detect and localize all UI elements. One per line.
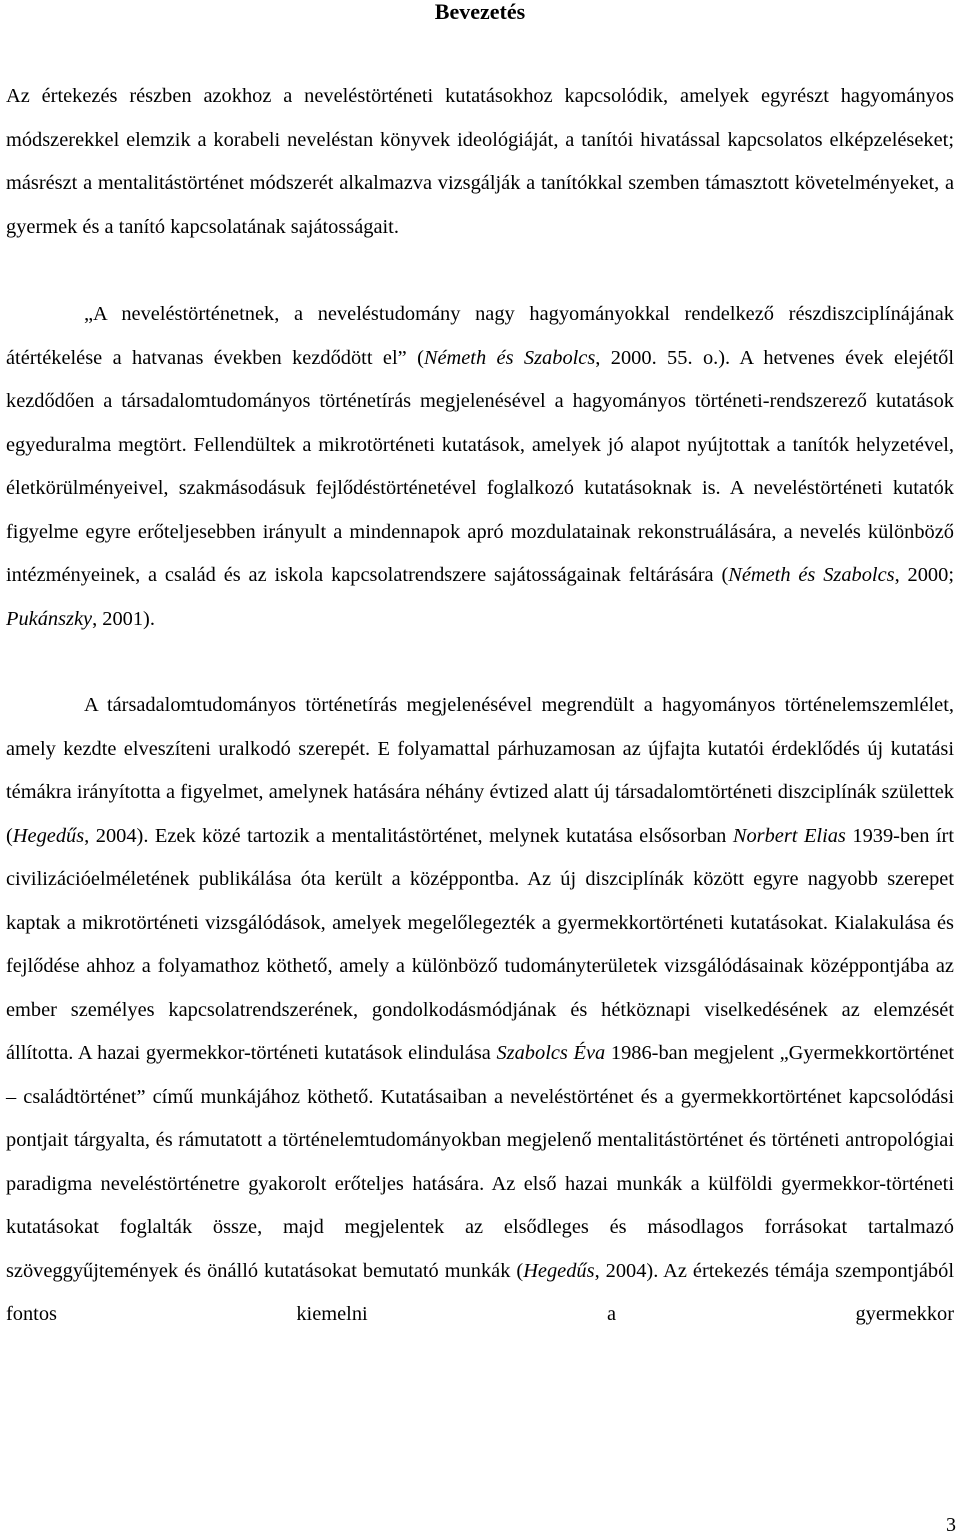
paragraph-history: [6, 293, 954, 641]
person-name: Norbert Elias: [732, 824, 846, 847]
page-number: 3: [946, 1514, 956, 1536]
citation-author: Németh és Szabolcs: [728, 564, 895, 586]
person-name: Szabolcs Éva: [496, 1042, 606, 1064]
citation-author: Pukánszky: [6, 607, 93, 630]
text-run: 1986-ban megjelent „Gyermekkortörténet – családtörténet” című munkájához köthető. Kutatásaiban a neveléstörténet és a gyermekkortörténet kapcsolódási pontjait tárgyalta, és rámutatott a történelemtudományokban megjelenő mentalitástörténet és történeti antropológiai paradigma neveléstörténetre gyakorolt erőteljes hatására. Az első hazai munkák a külföldi gyermekkor-történeti kutatásokat foglalták össze, majd megjelentek az elsődleges és másodlagos forrásokat tartalmazó szöveggyűjtemények és önálló kutatásokat bemutató munkák (: [6, 1042, 954, 1282]
text-run: A társadalomtudományos történetírás megjelenésével megrendült a hagyományos történelemszemlélet, amely kezdte elveszíteni uralkodó szerepét. E folyamattal párhuzamosan az újfajta kutatói érdeklődés új kutatási témákra irányította a figyelmet, amelynek hatására néhány évtized alatt új társadalomtörténeti diszciplínák születtek (: [6, 694, 954, 847]
citation-author: Hegedűs: [12, 824, 85, 847]
text-run: , 2004). Az értekezés témája szempontjából fontos kiemelni a gyermekkor: [6, 1259, 954, 1325]
text-run: 1939-ben írt civilizációelméletének publikálása óta került a középpontba. Az új diszciplínák között egyre nagyobb szerepet kaptak a mikrotörténeti vizsgálódások, amelyek megelőlegezték a gyermekkortörténeti kutatásokat. Kialakulása és fejlődése ahhoz a folyamathoz köthető, amely a különböző tudományterületek vizsgálódásainak középpontjába az ember személyes kapcsolatrendszerének, gondolkodásmódjának és hétköznapi viselkedésének az elemzését állította. A hazai gyermekkor-történeti kutatások elindulása: [6, 824, 955, 1064]
document-page: [6, 0, 955, 1325]
citation-author: Hegedűs: [523, 1259, 595, 1282]
text-run: , 2004). Ezek közé tartozik a mentalitástörténet, melynek kutatása elsősorban: [84, 824, 733, 847]
paragraph-social-history: [6, 684, 954, 1337]
text-run: „A neveléstörténetnek, a neveléstudomány nagy hagyományokkal rendelkező részdiszciplínájának átértékelése a hatvanas években kezdődött el” (: [6, 303, 954, 369]
text-run: , 2000. 55. o.). A hetvenes évek elejétől kezdődően a társadalomtudományos történetírás megjelenésével a hagyományos történeti-rendszerező kutatások egyeduralma megtört. Fellendültek a mikrotörténeti kutatások, amelyek jó alapot nyújtottak a tanítók helyzetével, életkörülményeivel, szakmásodásuk fejlődéstörténetével foglalkozó kutatásoknak is. A neveléstörténeti kutatók figyelme egyre erőteljesebben irányult a mindennapok apró mozdulatainak rekonstruálására, a nevelés különböző intézményeinek, a család és az iskola kapcsolatrendszere sajátosságainak feltárására (: [6, 346, 954, 586]
paragraph-intro: Az értekezés részben azokhoz a neveléstörténeti kutatásokhoz kapcsolódik, amelyek egyrészt hagyományos módszerekkel elemzik a korabeli neveléstan könyvek ideológiáját, a tanítói hivatással kapcsolatos elképzeléseket; másrészt a mentalitástörténet módszerét alkalmazva vizsgálják a tanítókkal szemben támasztott követelményeket, a gyermek és a tanító kapcsolatának sajátosságait.: [6, 85, 954, 238]
text-run: , 2000;: [894, 564, 954, 586]
text-run: , 2001).: [92, 607, 155, 630]
citation-author: Németh és Szabolcs: [423, 346, 596, 369]
page-title: Bevezetés: [434, 0, 526, 24]
